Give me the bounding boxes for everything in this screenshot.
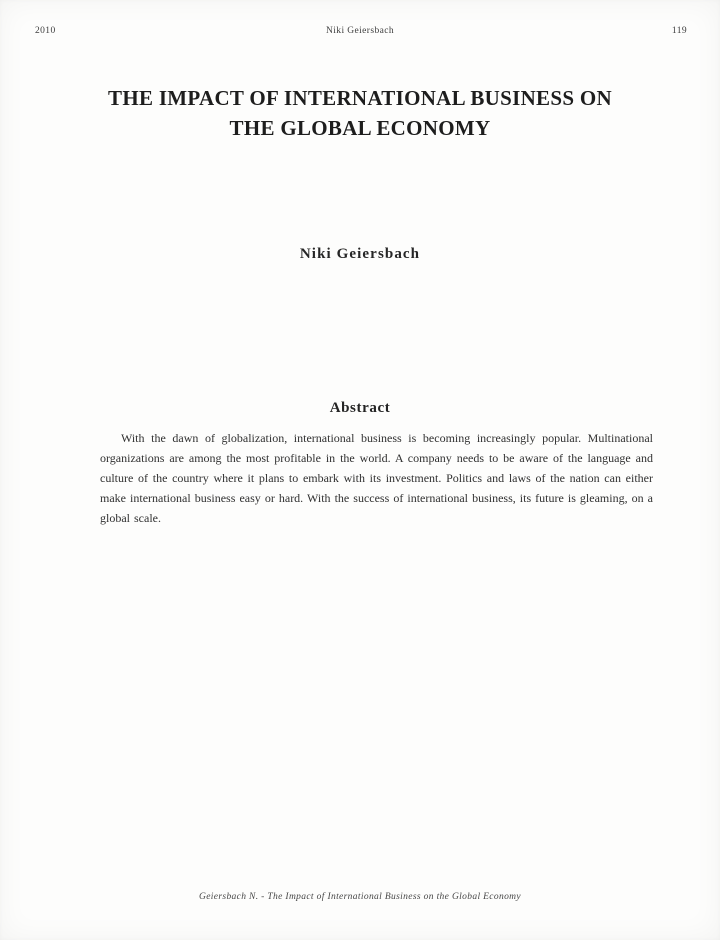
running-head-author: Niki Geiersbach (326, 26, 394, 36)
author-name: Niki Geiersbach (299, 246, 421, 262)
paper-title (60, 83, 660, 143)
header-year: 2010 (35, 26, 56, 36)
footer-citation: Geiersbach N. - The Impact of International Business on the Global Economy (199, 892, 521, 902)
abstract-heading: Abstract (329, 400, 391, 416)
running-header (0, 26, 720, 36)
paper-title-line1: THE IMPACT OF INTERNATIONAL BUSINESS ON (108, 86, 612, 110)
header-page-number: 119 (671, 26, 687, 36)
paper-title-line2: THE GLOBAL ECONOMY (229, 116, 491, 140)
abstract-text: With the dawn of globalization, international business is becoming increasingly popular. Multinational organizations are among the most profitable in the world. A company needs to be aware of the language and culture of the country where it plans to embark with its investment. Politics and laws of the nation can either make international business easy or hard. With the success of international business, its future is gleaming, on a global scale. (100, 431, 653, 525)
